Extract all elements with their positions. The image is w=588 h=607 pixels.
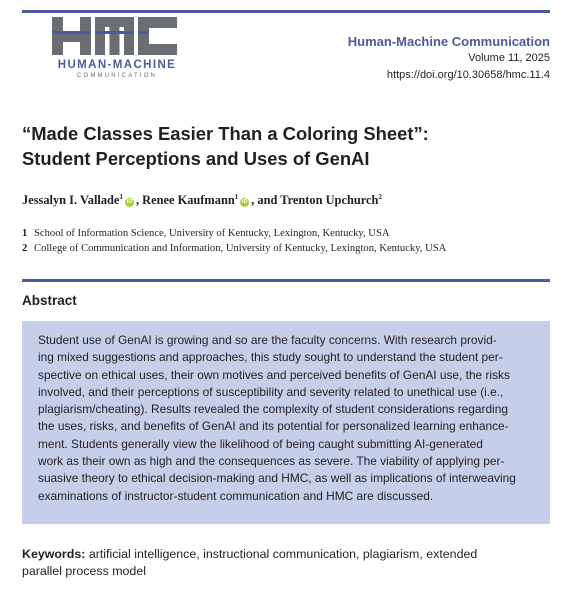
- abstract-text: [38, 332, 534, 505]
- abstract-line: examinations of instructor-student communication and HMC are discussed.: [38, 488, 434, 503]
- author-separator: ,: [135, 193, 143, 207]
- author-3: [280, 193, 382, 207]
- affiliation-2: [22, 241, 446, 256]
- author-affil-mark: 2: [378, 193, 382, 201]
- logo-subtitle-small: COMMUNICATION: [76, 73, 158, 79]
- abstract-line: the uses, risks, and benefits of GenAI and its potential for personalized learning enhance-: [38, 419, 509, 434]
- journal-volume: Volume 11, 2025: [468, 52, 550, 64]
- affiliation-text: College of Communication and Information, University of Kentucky, Lexington, Kentucky, USA: [34, 243, 447, 254]
- header-rule: [22, 10, 550, 13]
- abstract-line: plagiarism/cheating). Results revealed the complexity of student considerations regarding: [38, 402, 508, 417]
- keywords-text-1: artificial intelligence, instructional communication, plagiarism, extended: [88, 547, 478, 561]
- abstract-line: involved, and their perceptions of susceptibility and severity related to unethical use (i.e.,: [38, 384, 504, 399]
- abstract-box: [22, 321, 550, 524]
- logo-letter-c: [138, 17, 177, 55]
- author-1: [22, 193, 142, 207]
- logo-letter-m: [95, 17, 134, 55]
- author-name: Jessalyn I. Vallade: [22, 193, 120, 207]
- affiliation-list: [22, 226, 446, 256]
- paper-title: [22, 121, 552, 171]
- author-affil-mark: 1: [234, 193, 239, 201]
- abstract-heading: Abstract: [22, 293, 77, 308]
- author-separator: , and: [251, 193, 281, 207]
- keywords-line-2: parallel process model: [22, 564, 146, 578]
- title-line-1: “Made Classes Easier Than a Coloring Sheet”:: [22, 123, 429, 144]
- keywords-label: Keywords:: [22, 547, 86, 561]
- journal-name: Human-Machine Communication: [347, 34, 550, 49]
- journal-info: [348, 33, 550, 84]
- affiliation-number: 2: [22, 243, 28, 254]
- logo-letter-h: [52, 17, 91, 55]
- abstract-line: work as their own as high and the consequences as severe. The viability of applying per-: [38, 454, 505, 469]
- logo-letters: [52, 17, 177, 55]
- orcid-icon[interactable]: iD: [126, 199, 133, 205]
- author-name: Renee Kaufmann: [142, 193, 235, 207]
- affiliation-number: 1: [22, 228, 28, 239]
- keywords-line-1: [22, 546, 552, 563]
- abstract-line: spective on ethical uses, their own motives and perceived benefits of GenAI use, the risks: [38, 367, 510, 382]
- abstract-line: suasive theory to ethical decision-making and HMC, as well as implications of interweaving: [38, 471, 516, 486]
- author-2: [142, 193, 280, 207]
- title-line-2: Student Perceptions and Uses of GenAI: [22, 148, 370, 169]
- author-name: Trenton Upchurch: [280, 193, 379, 207]
- affiliation-1: [22, 226, 446, 241]
- keywords: [22, 546, 552, 580]
- logo-subtitle: HUMAN-MACHINE: [57, 59, 177, 71]
- affiliation-text: School of Information Science, University of Kentucky, Lexington, Kentucky, USA: [34, 228, 390, 239]
- abstract-line: ing mixed suggestions and approaches, this study sought to understand the student per-: [38, 350, 503, 365]
- journal-logo: [52, 17, 182, 81]
- journal-doi[interactable]: https://doi.org/10.30658/hmc.11.4: [386, 69, 550, 81]
- abstract-line: Student use of GenAI is growing and so are the faculty concerns. With research provid-: [38, 333, 497, 347]
- abstract-rule: [22, 279, 550, 282]
- author-affil-mark: 1: [119, 193, 123, 201]
- abstract-line: ment. Students generally view the likelihood of being caught submitting AI-generated: [38, 436, 483, 451]
- orcid-icon[interactable]: iD: [241, 199, 248, 205]
- author-list: [22, 193, 562, 208]
